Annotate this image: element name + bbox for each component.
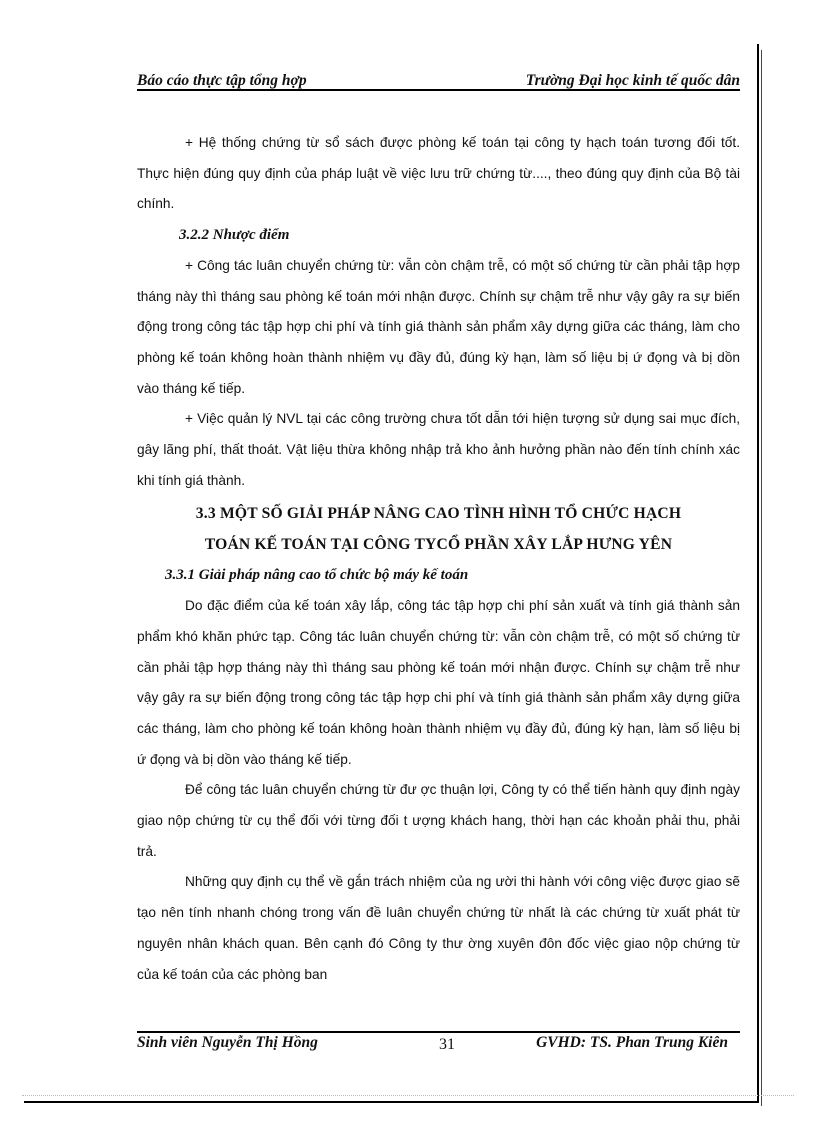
heading-3-2-2: 3.2.2 Nhược điểm xyxy=(179,227,290,244)
header-right-title: Trường Đại học kinh tế quốc dân xyxy=(525,72,740,89)
heading-3-3-1: 3.3.1 Giải pháp nâng cao tổ chức bộ máy kế toán xyxy=(165,567,469,584)
heading-3-3-line-2: TOÁN KẾ TOÁN TẠI CÔNG TYCỔ PHẦN XÂY LẮP HƯNG YÊN xyxy=(204,536,673,554)
frame-bottom-edge xyxy=(24,1101,759,1103)
page-footer xyxy=(137,1034,740,1060)
footer-student-name: Sinh viên Nguyễn Thị Hồng xyxy=(137,1034,318,1051)
footer-advisor: GVHD: TS. Phan Trung Kiên xyxy=(536,1034,728,1051)
page-number: 31 xyxy=(439,1036,455,1053)
page-header xyxy=(137,66,740,90)
header-rule xyxy=(137,89,740,91)
footer-rule xyxy=(137,1031,740,1033)
frame-right-shadow xyxy=(761,50,762,1106)
bottom-dotted-line xyxy=(22,1095,794,1096)
heading-3-3-line-1: 3.3 MỘT SỐ GIẢI PHÁP NÂNG CAO TÌNH HÌNH TỔ CHỨC HẠCH xyxy=(195,505,682,523)
paragraph-1: + Hệ thống chứng từ sổ sách được phòng kế toán tại công ty hạch toán tương đối tốt. Thực hiện đúng quy định của pháp luật về việc lưu trữ chứng từ...., theo đúng quy định của Bộ tài chính. xyxy=(137,135,740,212)
paragraph-3: + Việc quản lý NVL tại các công trường chưa tốt dẫn tới hiện tượng sử dụng sai mục đích, gây lãng phí, thất thoát. Vật liệu thừa không nhập trả kho ảnh hưởng phần nào đến tính chính xác khi tính giá thành. xyxy=(137,411,740,488)
paragraph-6: Những quy định cụ thể về gắn trách nhiệm của ng ười thi hành với công việc được giao sẽ tạo nên tính nhanh chóng trong vấn đề luân chuyển chứng từ nhất là các chứng từ xuất phát từ nguyên nhân khách quan. Bên cạnh đó Công ty thư ờng xuyên đôn đốc việc giao nộp chứng từ của kế toán của các phòng ban xyxy=(137,874,740,982)
header-left-title: Báo cáo thực tập tổng hợp xyxy=(137,72,307,89)
page-body xyxy=(137,128,740,990)
paragraph-4: Do đặc điểm của kế toán xây lắp, công tác tập hợp chi phí sản xuất và tính giá thành sản phẩm khó khăn phức tạp. Công tác luân chuyển chứng từ: vẫn còn chậm trễ, có một số chứng từ cần phải tập hợp tháng này thì tháng sau phòng kế toán mới nhận được. Chính sự chậm trễ như vậy gây ra sự biến động trong công tác tập hợp chi phí và tính giá thành sản phẩm xây dựng giữa các tháng, làm cho phòng kế toán không hoàn thành nhiệm vụ đầy đủ, đúng kỳ hạn, làm số liệu bị ứ đọng và bị dồn vào tháng kế tiếp. xyxy=(137,598,740,767)
paragraph-2: + Công tác luân chuyển chứng từ: vẫn còn chậm trễ, có một số chứng từ cần phải tập hợp tháng này thì tháng sau phòng kế toán mới nhận được. Chính sự chậm trễ như vậy gây ra sự biến động trong công tác tập hợp chi phí và tính giá thành sản phẩm xây dựng giữa các tháng, làm cho phòng kế toán không hoàn thành nhiệm vụ đầy đủ, đúng kỳ hạn, làm số liệu bị ứ đọng và bị dồn vào tháng kế tiếp. xyxy=(137,257,740,396)
frame-right-edge xyxy=(757,44,759,1102)
paragraph-5: Để công tác luân chuyển chứng từ đư ợc thuận lợi, Công ty có thể tiến hành quy định ngày giao nộp chứng từ cụ thể đối với từng đối t ượng khách hang, thời hạn các khoản phải thu, phải trả. xyxy=(137,782,740,859)
